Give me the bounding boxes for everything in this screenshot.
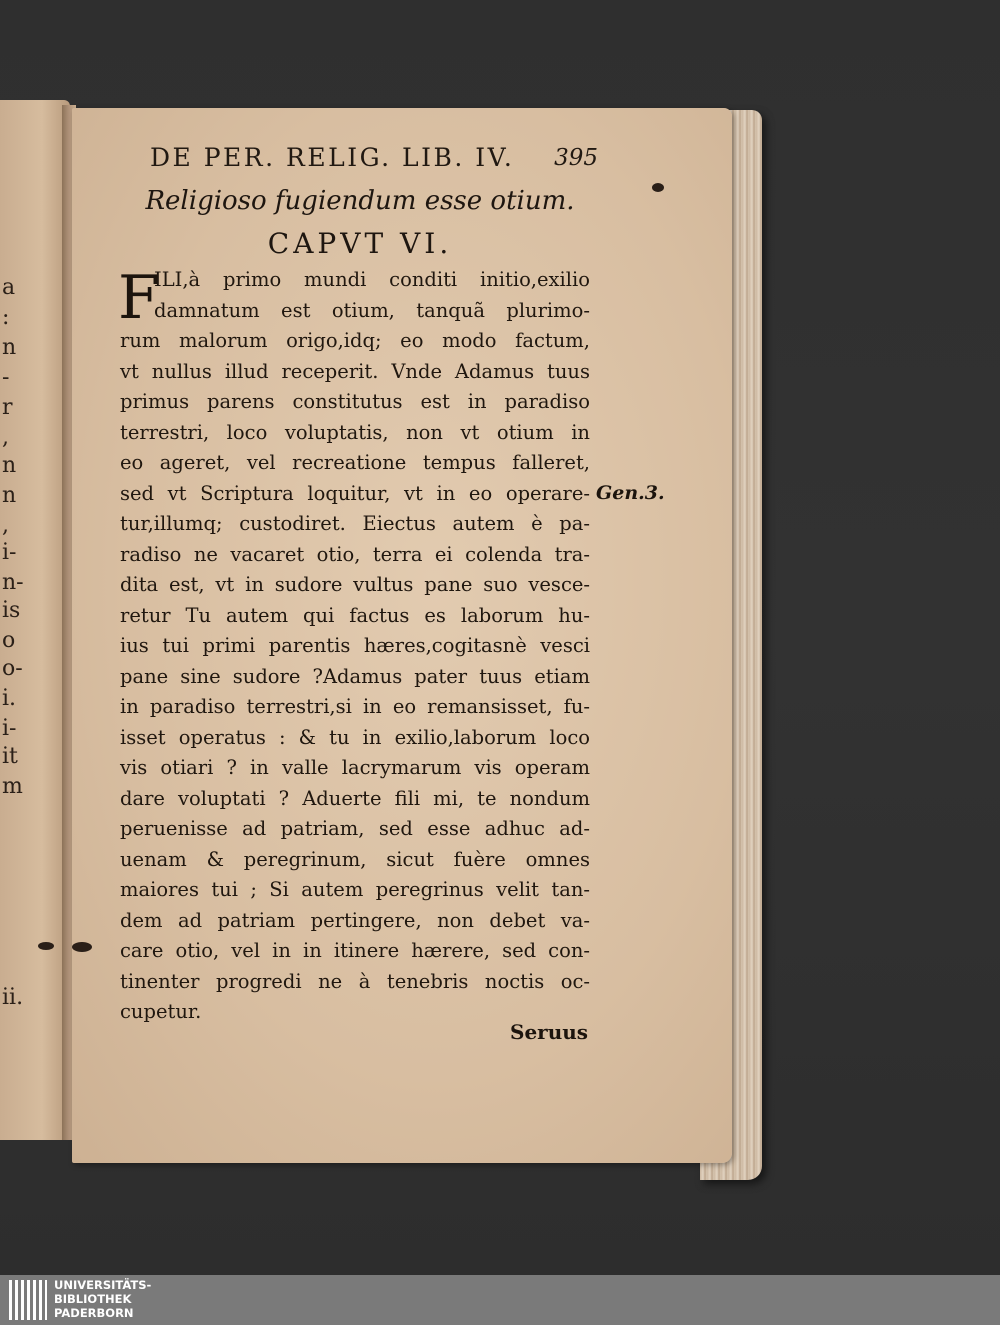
library-name-line: BIBLIOTHEK bbox=[54, 1292, 132, 1306]
text-line: in paradiso terrestri,si in eo remansisset, fu- bbox=[120, 695, 590, 718]
text-line: ILI,à primo mundi conditi initio,exilio bbox=[154, 268, 590, 291]
text-line: peruenisse ad patriam, sed esse adhuc ad- bbox=[120, 817, 590, 840]
left-page-fragment: : bbox=[2, 305, 10, 330]
text-line: retur Tu autem qui factus es laborum hu- bbox=[120, 603, 590, 627]
left-page-fragment: i- bbox=[2, 540, 17, 565]
text-line: pane sine sudore ?Adamus pater tuus etiam bbox=[120, 664, 590, 688]
text-line: care otio, vel in in itinere hærere, sed con- bbox=[120, 939, 590, 962]
text-line: dem ad patriam pertingere, non debet va- bbox=[120, 908, 590, 932]
chapter-subtitle: Religioso fugiendum esse otium. bbox=[145, 186, 575, 216]
catchword: Seruus bbox=[510, 1020, 589, 1044]
text-line: tur,illumq; custodiret. Eiectus autem è pa- bbox=[120, 512, 590, 535]
text-line: rum malorum origo,idq; eo modo factum, bbox=[120, 329, 590, 352]
text-line: damnatum est otium, tanquã plurimo- bbox=[154, 298, 590, 322]
left-page-fragment: it bbox=[2, 744, 18, 769]
left-page-fragment: n bbox=[2, 335, 17, 360]
text-line: isset operatus : & tu in exilio,laborum loco bbox=[120, 725, 590, 749]
left-page-fragment: - bbox=[2, 365, 10, 390]
running-head-title: DE PER. RELIG. LIB. IV. bbox=[150, 143, 515, 172]
left-page-fragment: n- bbox=[2, 570, 24, 595]
body-text bbox=[120, 265, 590, 1028]
library-name-line: UNIVERSITÄTS- bbox=[54, 1278, 152, 1292]
left-page-fragment: o bbox=[2, 628, 16, 653]
text-line: tinenter progredi ne à tenebris noctis oc- bbox=[120, 969, 590, 993]
ink-spot bbox=[72, 942, 92, 952]
left-page-fragment: r bbox=[2, 395, 13, 420]
left-page-fragment: o- bbox=[2, 656, 23, 681]
left-page-fragment: a bbox=[2, 275, 16, 300]
library-name bbox=[54, 1278, 151, 1320]
chapter-heading: CAPVT VI. bbox=[267, 227, 453, 260]
text-line: vt nullus illud receperit. Vnde Adamus tuus bbox=[120, 359, 590, 383]
left-page bbox=[0, 100, 70, 1140]
text-line: vis otiari ? in valle lacrymarum vis operam bbox=[120, 756, 590, 779]
library-footer bbox=[0, 1275, 1000, 1325]
text-line: cupetur. bbox=[120, 1000, 202, 1023]
library-name-line: PADERBORN bbox=[54, 1306, 134, 1320]
text-line: dita est, vt in sudore vultus pane suo vesce- bbox=[120, 573, 590, 596]
page-number: 395 bbox=[554, 145, 598, 171]
drop-cap: F bbox=[118, 263, 160, 333]
left-page-fragment: ii. bbox=[2, 985, 24, 1010]
text-line: maiores tui ; Si autem peregrinus velit tan- bbox=[120, 878, 590, 901]
ink-spot bbox=[38, 942, 54, 950]
text-line: eo ageret, vel recreatione tempus falleret, bbox=[120, 451, 590, 474]
library-logo-icon bbox=[8, 1279, 48, 1321]
ink-spot bbox=[652, 183, 664, 192]
margin-note: Gen.3. bbox=[596, 482, 665, 504]
left-page-fragment: , bbox=[2, 513, 9, 538]
left-page-fragment: i- bbox=[2, 716, 17, 741]
text-line: radiso ne vacaret otio, terra ei colenda tra- bbox=[120, 542, 590, 566]
text-line: ius tui primi parentis hæres,cogitasnè vesci bbox=[120, 634, 590, 657]
text-line: sed vt Scriptura loquitur, vt in eo operare- bbox=[120, 481, 590, 505]
left-page-fragment: n bbox=[2, 453, 17, 478]
text-line: dare voluptati ? Aduerte fili mi, te nondum bbox=[120, 786, 590, 810]
running-head bbox=[150, 143, 600, 172]
left-page-fragment: i. bbox=[2, 686, 17, 711]
left-page-fragment: is bbox=[2, 598, 21, 623]
left-page-fragment: m bbox=[2, 774, 23, 799]
text-line: primus parens constitutus est in paradiso bbox=[120, 390, 590, 413]
text-line: uenam & peregrinum, sicut fuère omnes bbox=[120, 847, 590, 871]
text-line: terrestri, loco voluptatis, non vt otium in bbox=[120, 420, 590, 444]
left-page-fragment: , bbox=[2, 425, 9, 450]
left-page-fragment: n bbox=[2, 483, 17, 508]
